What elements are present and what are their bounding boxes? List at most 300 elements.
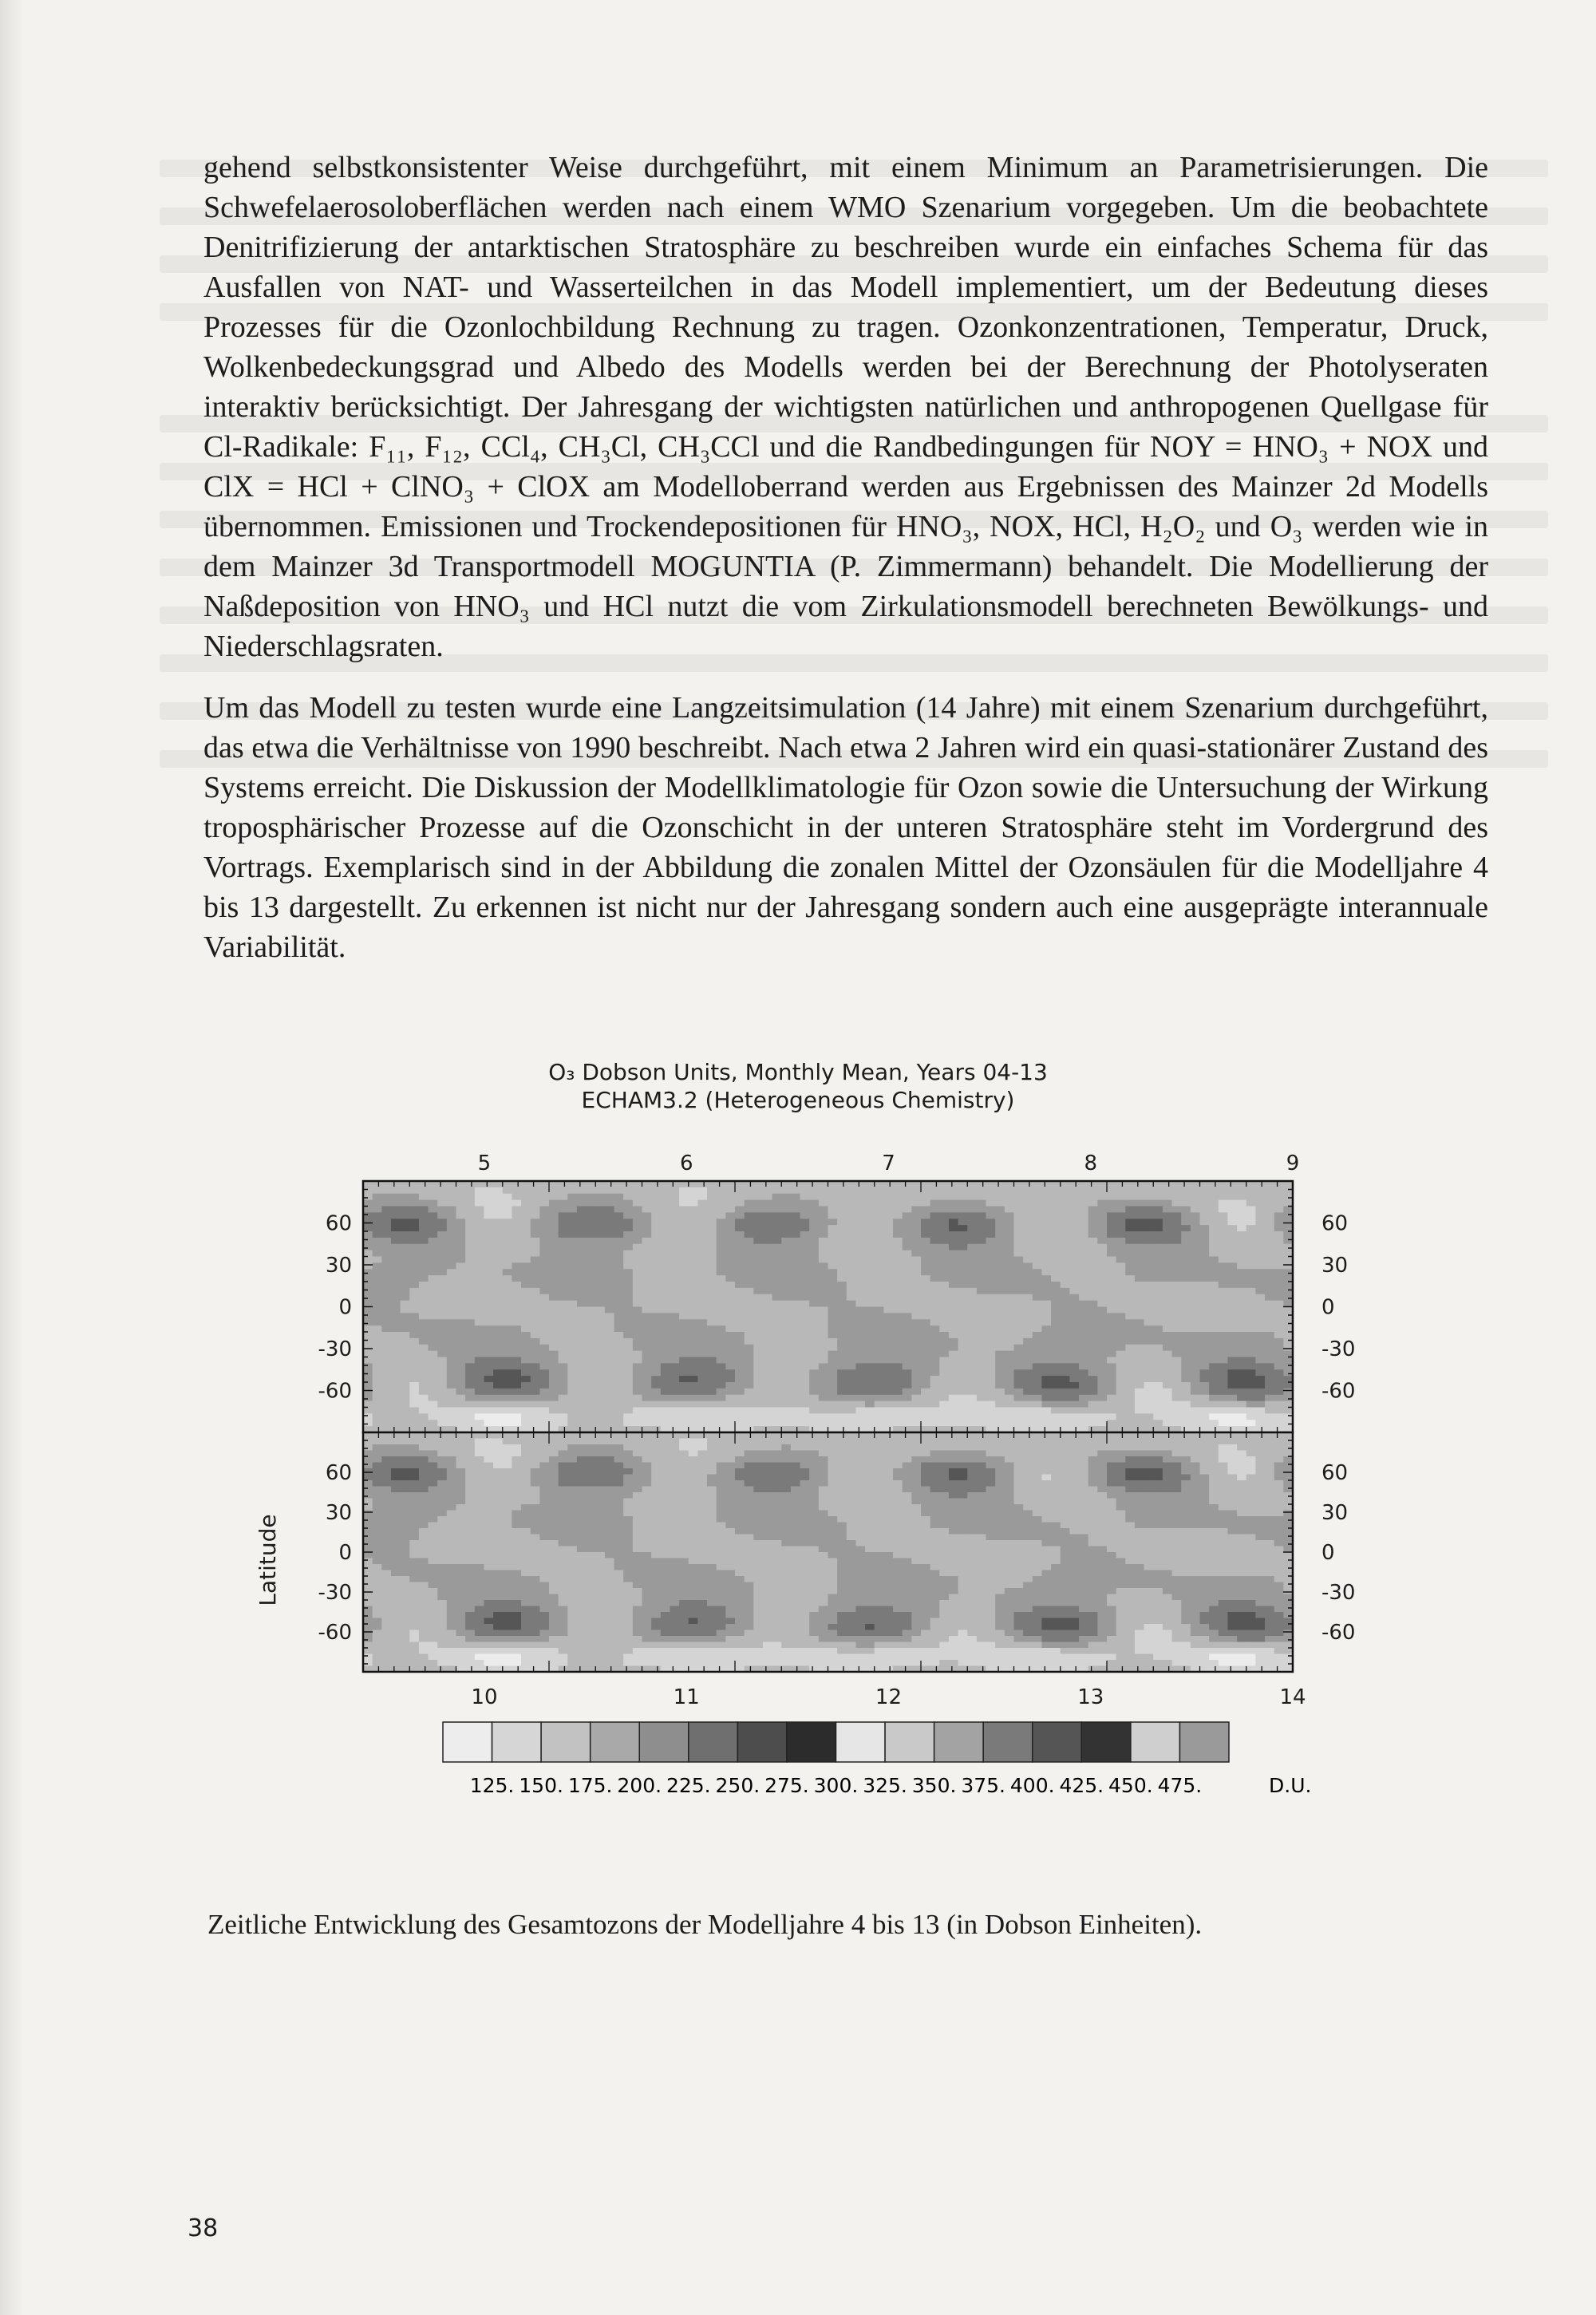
heatmap-cell bbox=[753, 1294, 763, 1301]
heatmap-cell bbox=[837, 1376, 847, 1382]
heatmap-cell bbox=[939, 1262, 949, 1269]
heatmap-cell bbox=[567, 1194, 577, 1200]
heatmap-cell bbox=[373, 1535, 382, 1541]
heatmap-cell bbox=[437, 1558, 447, 1565]
heatmap-cell bbox=[753, 1231, 763, 1238]
heatmap-cell bbox=[753, 1395, 763, 1401]
heatmap-cell bbox=[651, 1325, 661, 1332]
heatmap-cell bbox=[651, 1282, 661, 1288]
heatmap-cell bbox=[911, 1231, 921, 1238]
heatmap-cell bbox=[539, 1294, 549, 1301]
heatmap-cell bbox=[1153, 1420, 1163, 1426]
heatmap-cell bbox=[865, 1307, 875, 1314]
heatmap-cell bbox=[642, 1244, 652, 1250]
heatmap-cell bbox=[437, 1351, 447, 1357]
heatmap-cell bbox=[1274, 1257, 1284, 1263]
heatmap-cell bbox=[939, 1325, 949, 1332]
heatmap-cell bbox=[1200, 1389, 1210, 1395]
heatmap-cell bbox=[512, 1528, 521, 1535]
heatmap-cell bbox=[753, 1363, 763, 1369]
heatmap-cell bbox=[1051, 1376, 1061, 1382]
heatmap-cell bbox=[409, 1395, 419, 1401]
heatmap-cell bbox=[401, 1219, 410, 1225]
heatmap-cell bbox=[373, 1630, 382, 1637]
heatmap-cell bbox=[409, 1642, 419, 1649]
heatmap-cell bbox=[381, 1338, 391, 1345]
heatmap-cell bbox=[1274, 1420, 1284, 1426]
heatmap-cell bbox=[903, 1231, 912, 1238]
heatmap-cell bbox=[828, 1382, 838, 1389]
heatmap-cell bbox=[893, 1382, 903, 1389]
heatmap-cell bbox=[373, 1369, 382, 1376]
heatmap-cell bbox=[781, 1389, 791, 1395]
heatmap-cell bbox=[475, 1307, 484, 1314]
heatmap-cell bbox=[1209, 1351, 1219, 1357]
heatmap-cell bbox=[1265, 1389, 1274, 1395]
heatmap-cell bbox=[373, 1181, 382, 1187]
heatmap-cell bbox=[735, 1294, 745, 1301]
heatmap-cell bbox=[577, 1540, 587, 1547]
heatmap-cell bbox=[939, 1200, 949, 1207]
heatmap-cell bbox=[791, 1181, 800, 1187]
heatmap-cell bbox=[484, 1207, 493, 1213]
heatmap-cell bbox=[512, 1376, 521, 1382]
heatmap-cell bbox=[735, 1332, 745, 1338]
heatmap-cell bbox=[1255, 1288, 1265, 1294]
heatmap-cell bbox=[855, 1238, 865, 1244]
heatmap-cell bbox=[670, 1369, 679, 1376]
heatmap-cell bbox=[855, 1345, 865, 1351]
heatmap-cell bbox=[595, 1338, 605, 1345]
heatmap-cell bbox=[689, 1408, 698, 1414]
heatmap-cell bbox=[642, 1319, 652, 1325]
heatmap-cell bbox=[1172, 1376, 1182, 1382]
heatmap-cell bbox=[539, 1576, 549, 1582]
heatmap-cell bbox=[401, 1564, 410, 1570]
heatmap-cell bbox=[837, 1269, 847, 1275]
heatmap-cell bbox=[828, 1363, 838, 1369]
heatmap-cell bbox=[503, 1504, 512, 1511]
heatmap-cell bbox=[1088, 1238, 1098, 1244]
heatmap-cell bbox=[475, 1282, 484, 1288]
heatmap-cell bbox=[614, 1282, 624, 1288]
heatmap-cell bbox=[419, 1200, 429, 1207]
heatmap-cell bbox=[437, 1648, 447, 1654]
heatmap-cell bbox=[791, 1250, 800, 1257]
heatmap-cell bbox=[903, 1363, 912, 1369]
heatmap-cell bbox=[456, 1369, 466, 1376]
heatmap-cell bbox=[521, 1439, 531, 1445]
heatmap-cell bbox=[1163, 1345, 1172, 1351]
heatmap-cell bbox=[559, 1480, 568, 1487]
heatmap-cell bbox=[391, 1511, 401, 1517]
heatmap-cell bbox=[800, 1351, 810, 1357]
heatmap-cell bbox=[521, 1413, 531, 1420]
heatmap-cell bbox=[475, 1262, 484, 1269]
heatmap-cell bbox=[819, 1187, 828, 1194]
heatmap-cell bbox=[447, 1288, 456, 1294]
heatmap-cell bbox=[1144, 1363, 1154, 1369]
heatmap-cell bbox=[456, 1439, 466, 1445]
heatmap-cell bbox=[437, 1200, 447, 1207]
heatmap-cell bbox=[409, 1636, 419, 1642]
heatmap-cell bbox=[1014, 1389, 1024, 1395]
heatmap-cell bbox=[503, 1376, 512, 1382]
heatmap-cell bbox=[763, 1382, 772, 1389]
heatmap-cell bbox=[475, 1535, 484, 1541]
heatmap-cell bbox=[1033, 1363, 1042, 1369]
heatmap-cell bbox=[707, 1207, 717, 1213]
heatmap-cell bbox=[391, 1660, 401, 1666]
heatmap-cell bbox=[577, 1369, 587, 1376]
heatmap-cell bbox=[875, 1332, 884, 1338]
heatmap-cell bbox=[903, 1345, 912, 1351]
heatmap-cell bbox=[484, 1369, 493, 1376]
heatmap-cell bbox=[456, 1516, 466, 1523]
heatmap-cell bbox=[939, 1225, 949, 1231]
heatmap-cell bbox=[503, 1516, 512, 1523]
heatmap-cell bbox=[791, 1408, 800, 1414]
heatmap-cell bbox=[949, 1288, 958, 1294]
heatmap-cell bbox=[1246, 1200, 1256, 1207]
heatmap-cell bbox=[809, 1420, 819, 1426]
heatmap-cell bbox=[651, 1376, 661, 1382]
heatmap-cell bbox=[800, 1225, 810, 1231]
heatmap-cell bbox=[781, 1338, 791, 1345]
heatmap-cell bbox=[456, 1600, 466, 1606]
heatmap-cell bbox=[763, 1212, 772, 1219]
heatmap-cell bbox=[363, 1630, 373, 1637]
heatmap-cell bbox=[437, 1301, 447, 1307]
heatmap-cell bbox=[1088, 1382, 1098, 1389]
heatmap-cell bbox=[911, 1369, 921, 1376]
heatmap-cell bbox=[819, 1338, 828, 1345]
heatmap-cell bbox=[1116, 1301, 1126, 1307]
heatmap-cell bbox=[512, 1540, 521, 1547]
heatmap-cell bbox=[409, 1468, 419, 1475]
heatmap-cell bbox=[373, 1523, 382, 1529]
heatmap-cell bbox=[419, 1301, 429, 1307]
heatmap-cell bbox=[1088, 1207, 1098, 1213]
heatmap-cell bbox=[475, 1250, 484, 1257]
heatmap-cell bbox=[717, 1420, 726, 1426]
heatmap-cell bbox=[1172, 1225, 1182, 1231]
heatmap-cell bbox=[567, 1408, 577, 1414]
heatmap-cell bbox=[493, 1363, 503, 1369]
heatmap-cell bbox=[391, 1313, 401, 1319]
heatmap-cell bbox=[893, 1219, 903, 1225]
heatmap-cell bbox=[995, 1413, 1005, 1420]
heatmap-cell bbox=[697, 1345, 707, 1351]
heatmap-cell bbox=[911, 1294, 921, 1301]
heatmap-cell bbox=[986, 1338, 996, 1345]
heatmap-cell bbox=[419, 1250, 429, 1257]
heatmap-cell bbox=[930, 1376, 940, 1382]
heatmap-cell bbox=[828, 1413, 838, 1420]
heatmap-cell bbox=[717, 1382, 726, 1389]
heatmap-cell bbox=[995, 1250, 1005, 1257]
heatmap-cell bbox=[921, 1269, 930, 1275]
heatmap-cell bbox=[437, 1238, 447, 1244]
heatmap-cell bbox=[772, 1369, 782, 1376]
heatmap-cell bbox=[1069, 1307, 1079, 1314]
heatmap-cell bbox=[1097, 1288, 1107, 1294]
heatmap-cell bbox=[986, 1194, 996, 1200]
heatmap-cell bbox=[484, 1552, 493, 1558]
heatmap-cell bbox=[539, 1499, 549, 1505]
heatmap-cell bbox=[567, 1540, 577, 1547]
heatmap-cell bbox=[531, 1395, 540, 1401]
heatmap-cell bbox=[475, 1313, 484, 1319]
heatmap-cell bbox=[763, 1357, 772, 1364]
heatmap-cell bbox=[1181, 1338, 1191, 1345]
heatmap-cell bbox=[1163, 1389, 1172, 1395]
heatmap-cell bbox=[883, 1338, 893, 1345]
heatmap-cell bbox=[409, 1307, 419, 1314]
heatmap-cell bbox=[429, 1612, 438, 1618]
heatmap-cell bbox=[559, 1456, 568, 1463]
heatmap-cell bbox=[577, 1576, 587, 1582]
heatmap-cell bbox=[549, 1504, 559, 1511]
heatmap-cell bbox=[1181, 1275, 1191, 1282]
heatmap-cell bbox=[475, 1244, 484, 1250]
heatmap-cell bbox=[1079, 1269, 1088, 1275]
heatmap-cell bbox=[381, 1307, 391, 1314]
heatmap-cell bbox=[373, 1642, 382, 1649]
heatmap-cell bbox=[559, 1504, 568, 1511]
heatmap-cell bbox=[1209, 1294, 1219, 1301]
heatmap-cell bbox=[1209, 1262, 1219, 1269]
heatmap-cell bbox=[893, 1200, 903, 1207]
heatmap-cell bbox=[763, 1219, 772, 1225]
heatmap-cell bbox=[549, 1282, 559, 1288]
heatmap-cell bbox=[753, 1244, 763, 1250]
heatmap-cell bbox=[1014, 1238, 1024, 1244]
heatmap-cell bbox=[559, 1516, 568, 1523]
heatmap-cell bbox=[484, 1487, 493, 1493]
heatmap-cell bbox=[745, 1307, 754, 1314]
heatmap-cell bbox=[429, 1325, 438, 1332]
heatmap-cell bbox=[605, 1212, 614, 1219]
heatmap-cell bbox=[447, 1301, 456, 1307]
heatmap-cell bbox=[642, 1363, 652, 1369]
heatmap-cell bbox=[512, 1420, 521, 1426]
heatmap-cell bbox=[381, 1207, 391, 1213]
heatmap-cell bbox=[1172, 1357, 1182, 1364]
heatmap-cell bbox=[373, 1294, 382, 1301]
heatmap-cell bbox=[791, 1351, 800, 1357]
heatmap-cell bbox=[670, 1181, 679, 1187]
heatmap-cell bbox=[791, 1319, 800, 1325]
heatmap-cell bbox=[855, 1200, 865, 1207]
heatmap-cell bbox=[521, 1244, 531, 1250]
heatmap-cell bbox=[381, 1181, 391, 1187]
heatmap-cell bbox=[1265, 1250, 1274, 1257]
heatmap-cell bbox=[447, 1576, 456, 1582]
heatmap-cell bbox=[595, 1231, 605, 1238]
heatmap-cell bbox=[493, 1187, 503, 1194]
heatmap-cell bbox=[1200, 1420, 1210, 1426]
heatmap-cell bbox=[1255, 1238, 1265, 1244]
heatmap-cell bbox=[577, 1523, 587, 1529]
heatmap-cell bbox=[1005, 1262, 1014, 1269]
heatmap-cell bbox=[809, 1338, 819, 1345]
heatmap-cell bbox=[1246, 1389, 1256, 1395]
heatmap-cell bbox=[1061, 1250, 1070, 1257]
heatmap-cell bbox=[567, 1456, 577, 1463]
heatmap-cell bbox=[753, 1382, 763, 1389]
heatmap-cell bbox=[1172, 1413, 1182, 1420]
heatmap-cell bbox=[493, 1654, 503, 1661]
heatmap-cell bbox=[521, 1395, 531, 1401]
heatmap-cell bbox=[1014, 1369, 1024, 1376]
heatmap-cell bbox=[521, 1600, 531, 1606]
heatmap-cell bbox=[1116, 1294, 1126, 1301]
heatmap-cell bbox=[531, 1564, 540, 1570]
heatmap-cell bbox=[1116, 1382, 1126, 1389]
heatmap-cell bbox=[1107, 1420, 1116, 1426]
heatmap-cell bbox=[717, 1351, 726, 1357]
heatmap-cell bbox=[967, 1395, 977, 1401]
heatmap-cell bbox=[819, 1363, 828, 1369]
heatmap-cell bbox=[437, 1345, 447, 1351]
heatmap-cell bbox=[837, 1257, 847, 1263]
heatmap-cell bbox=[921, 1408, 930, 1414]
heatmap-cell bbox=[1125, 1338, 1135, 1345]
heatmap-cell bbox=[1088, 1257, 1098, 1263]
heatmap-cell bbox=[549, 1225, 559, 1231]
heatmap-cell bbox=[409, 1363, 419, 1369]
heatmap-cell bbox=[531, 1238, 540, 1244]
heatmap-cell bbox=[521, 1288, 531, 1294]
heatmap-cell bbox=[781, 1313, 791, 1319]
heatmap-cell bbox=[1116, 1187, 1126, 1194]
heatmap-cell bbox=[493, 1401, 503, 1408]
heatmap-cell bbox=[1079, 1262, 1088, 1269]
heatmap-cell bbox=[725, 1262, 735, 1269]
heatmap-cell bbox=[958, 1257, 968, 1263]
heatmap-cell bbox=[763, 1313, 772, 1319]
heatmap-cell bbox=[512, 1642, 521, 1649]
heatmap-cell bbox=[883, 1294, 893, 1301]
heatmap-cell bbox=[465, 1395, 475, 1401]
heatmap-cell bbox=[753, 1212, 763, 1219]
heatmap-cell bbox=[697, 1282, 707, 1288]
heatmap-cell bbox=[875, 1225, 884, 1231]
heatmap-cell bbox=[735, 1420, 745, 1426]
heatmap-cell bbox=[577, 1594, 587, 1601]
heatmap-cell bbox=[819, 1200, 828, 1207]
heatmap-cell bbox=[1200, 1187, 1210, 1194]
heatmap-cell bbox=[921, 1338, 930, 1345]
heatmap-cell bbox=[1237, 1238, 1246, 1244]
heatmap-cell bbox=[1041, 1231, 1051, 1238]
heatmap-cell bbox=[1088, 1275, 1098, 1282]
heatmap-cell bbox=[791, 1212, 800, 1219]
heatmap-cell bbox=[717, 1181, 726, 1187]
heatmap-cell bbox=[865, 1357, 875, 1364]
heatmap-cell bbox=[1107, 1269, 1116, 1275]
heatmap-cell bbox=[1227, 1313, 1237, 1319]
heatmap-cell bbox=[381, 1463, 391, 1469]
heatmap-cell bbox=[809, 1181, 819, 1187]
heatmap-cell bbox=[373, 1516, 382, 1523]
heatmap-cell bbox=[1014, 1282, 1024, 1288]
heatmap-cell bbox=[800, 1294, 810, 1301]
heatmap-cell bbox=[921, 1231, 930, 1238]
heatmap-cell bbox=[614, 1351, 624, 1357]
heatmap-cell bbox=[1088, 1332, 1098, 1338]
heatmap-cell bbox=[921, 1307, 930, 1314]
heatmap-cell bbox=[605, 1257, 614, 1263]
heatmap-cell bbox=[697, 1207, 707, 1213]
heatmap-cell bbox=[865, 1345, 875, 1351]
heatmap-cell bbox=[1069, 1382, 1079, 1389]
heatmap-cell bbox=[1079, 1395, 1088, 1401]
heatmap-cell bbox=[1181, 1200, 1191, 1207]
heatmap-cell bbox=[809, 1244, 819, 1250]
heatmap-cell bbox=[1125, 1420, 1135, 1426]
heatmap-cell bbox=[689, 1200, 698, 1207]
heatmap-cell bbox=[1116, 1282, 1126, 1288]
heatmap-cell bbox=[567, 1389, 577, 1395]
heatmap-cell bbox=[828, 1200, 838, 1207]
heatmap-cell bbox=[623, 1257, 633, 1263]
heatmap-cell bbox=[735, 1219, 745, 1225]
heatmap-cell bbox=[549, 1636, 559, 1642]
heatmap-cell bbox=[465, 1444, 475, 1451]
heatmap-cell bbox=[1181, 1288, 1191, 1294]
heatmap-cell bbox=[512, 1492, 521, 1499]
heatmap-cell bbox=[381, 1313, 391, 1319]
heatmap-cell bbox=[465, 1636, 475, 1642]
heatmap-cell bbox=[539, 1540, 549, 1547]
heatmap-cell bbox=[763, 1262, 772, 1269]
heatmap-cell bbox=[409, 1207, 419, 1213]
heatmap-cell bbox=[531, 1444, 540, 1451]
heatmap-cell bbox=[958, 1275, 968, 1282]
heatmap-cell bbox=[1005, 1294, 1014, 1301]
heatmap-cell bbox=[875, 1207, 884, 1213]
heatmap-cell bbox=[1191, 1244, 1200, 1250]
heatmap-cell bbox=[1274, 1345, 1284, 1351]
heatmap-cell bbox=[373, 1307, 382, 1314]
heatmap-cell bbox=[679, 1207, 689, 1213]
heatmap-cell bbox=[1033, 1238, 1042, 1244]
heatmap-cell bbox=[828, 1420, 838, 1426]
heatmap-cell bbox=[437, 1369, 447, 1376]
heatmap-cell bbox=[484, 1576, 493, 1582]
heatmap-cell bbox=[1209, 1269, 1219, 1275]
heatmap-cell bbox=[475, 1451, 484, 1457]
heatmap-cell bbox=[670, 1200, 679, 1207]
heatmap-cell bbox=[531, 1325, 540, 1332]
heatmap-cell bbox=[977, 1413, 986, 1420]
heatmap-cell bbox=[1088, 1357, 1098, 1364]
heatmap-cell bbox=[1144, 1269, 1154, 1275]
heatmap-cell bbox=[1135, 1357, 1144, 1364]
heatmap-cell bbox=[1107, 1207, 1116, 1213]
heatmap-cell bbox=[855, 1382, 865, 1389]
heatmap-cell bbox=[791, 1262, 800, 1269]
heatmap-cell bbox=[986, 1395, 996, 1401]
heatmap-cell bbox=[1023, 1408, 1033, 1414]
heatmap-cell bbox=[521, 1225, 531, 1231]
heatmap-cell bbox=[642, 1338, 652, 1345]
heatmap-cell bbox=[614, 1187, 624, 1194]
heatmap-cell bbox=[883, 1401, 893, 1408]
heatmap-cell bbox=[447, 1475, 456, 1481]
